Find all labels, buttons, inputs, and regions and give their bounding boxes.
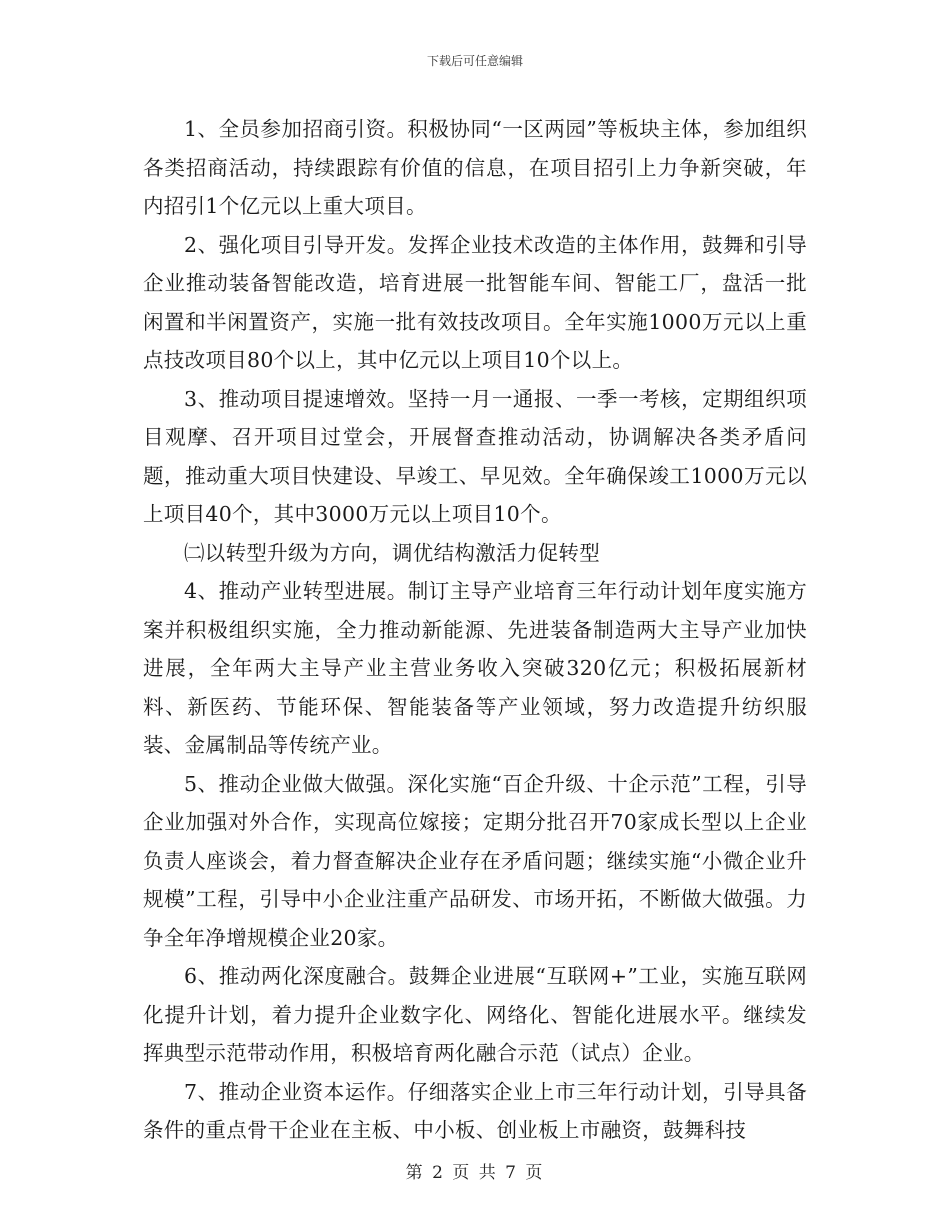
- section-heading: ㈡以转型升级为方向，调优结构激活力促转型: [184, 540, 600, 565]
- page-header: 下载后可任意编辑: [426, 54, 523, 68]
- paragraph-item-2: 2、强化项目引导开发。发挥企业技术改造的主体作用，鼓舞和引导企业推动装备智能改造，培育进展一批智能车间、智能工厂，盘活一批闲置和半闲置资产，实施一批有效技改项目。全年实施1000万元以上重点技改项目80个以上，其中亿元以上项目10个以上。: [143, 232, 807, 372]
- paragraph-item-3: 3、推动项目提速增效。坚持一月一通报、一季一考核，定期组织项目观摩、召开项目过堂会，开展督查推动活动，协调解决各类矛盾问题，推动重大项目快建设、早竣工、早见效。全年确保竣工1000万元以上项目40个，其中3000万元以上项目10个。: [143, 386, 807, 526]
- paragraph-item-1: 1、全员参加招商引资。积极协同“一区两园”等板块主体，参加组织各类招商活动，持续跟踪有价值的信息，在项目招引上力争新突破，年内招引1个亿元以上重大项目。: [143, 117, 807, 218]
- document-body: [143, 110, 807, 1150]
- paragraph-item-6: 6、推动两化深度融合。鼓舞企业进展“互联网+”工业，实施互联网化提升计划，着力提升企业数字化、网络化、智能化进展水平。继续发挥典型示范带动作用，积极培育两化融合示范（试点）企业。: [143, 964, 807, 1065]
- paragraph-item-7: 7、推动企业资本运作。仔细落实企业上市三年行动计划，引导具备条件的重点骨干企业在主板、中小板、创业板上市融资，鼓舞科技: [143, 1079, 807, 1142]
- paragraph-item-4: 4、推动产业转型进展。制订主导产业培育三年行动计划年度实施方案并积极组织实施，全力推动新能源、先进装备制造两大主导产业加快进展，全年两大主导产业主营业务收入突破320亿元；积极拓展新材料、新医药、节能环保、智能装备等产业领域，努力改造提升纺织服装、金属制品等传统产业。: [143, 579, 807, 757]
- page-number-footer: 第 2 页 共 7 页: [405, 1163, 545, 1183]
- paragraph-item-5: 5、推动企业做大做强。深化实施“百企升级、十企示范”工程，引导企业加强对外合作，实现高位嫁接；定期分批召开70家成长型以上企业负责人座谈会，着力督查解决企业存在矛盾问题；继续实施“小微企业升规模”工程，引导中小企业注重产品研发、市场开拓，不断做大做强。力争全年净增规模企业20家。: [143, 771, 807, 950]
